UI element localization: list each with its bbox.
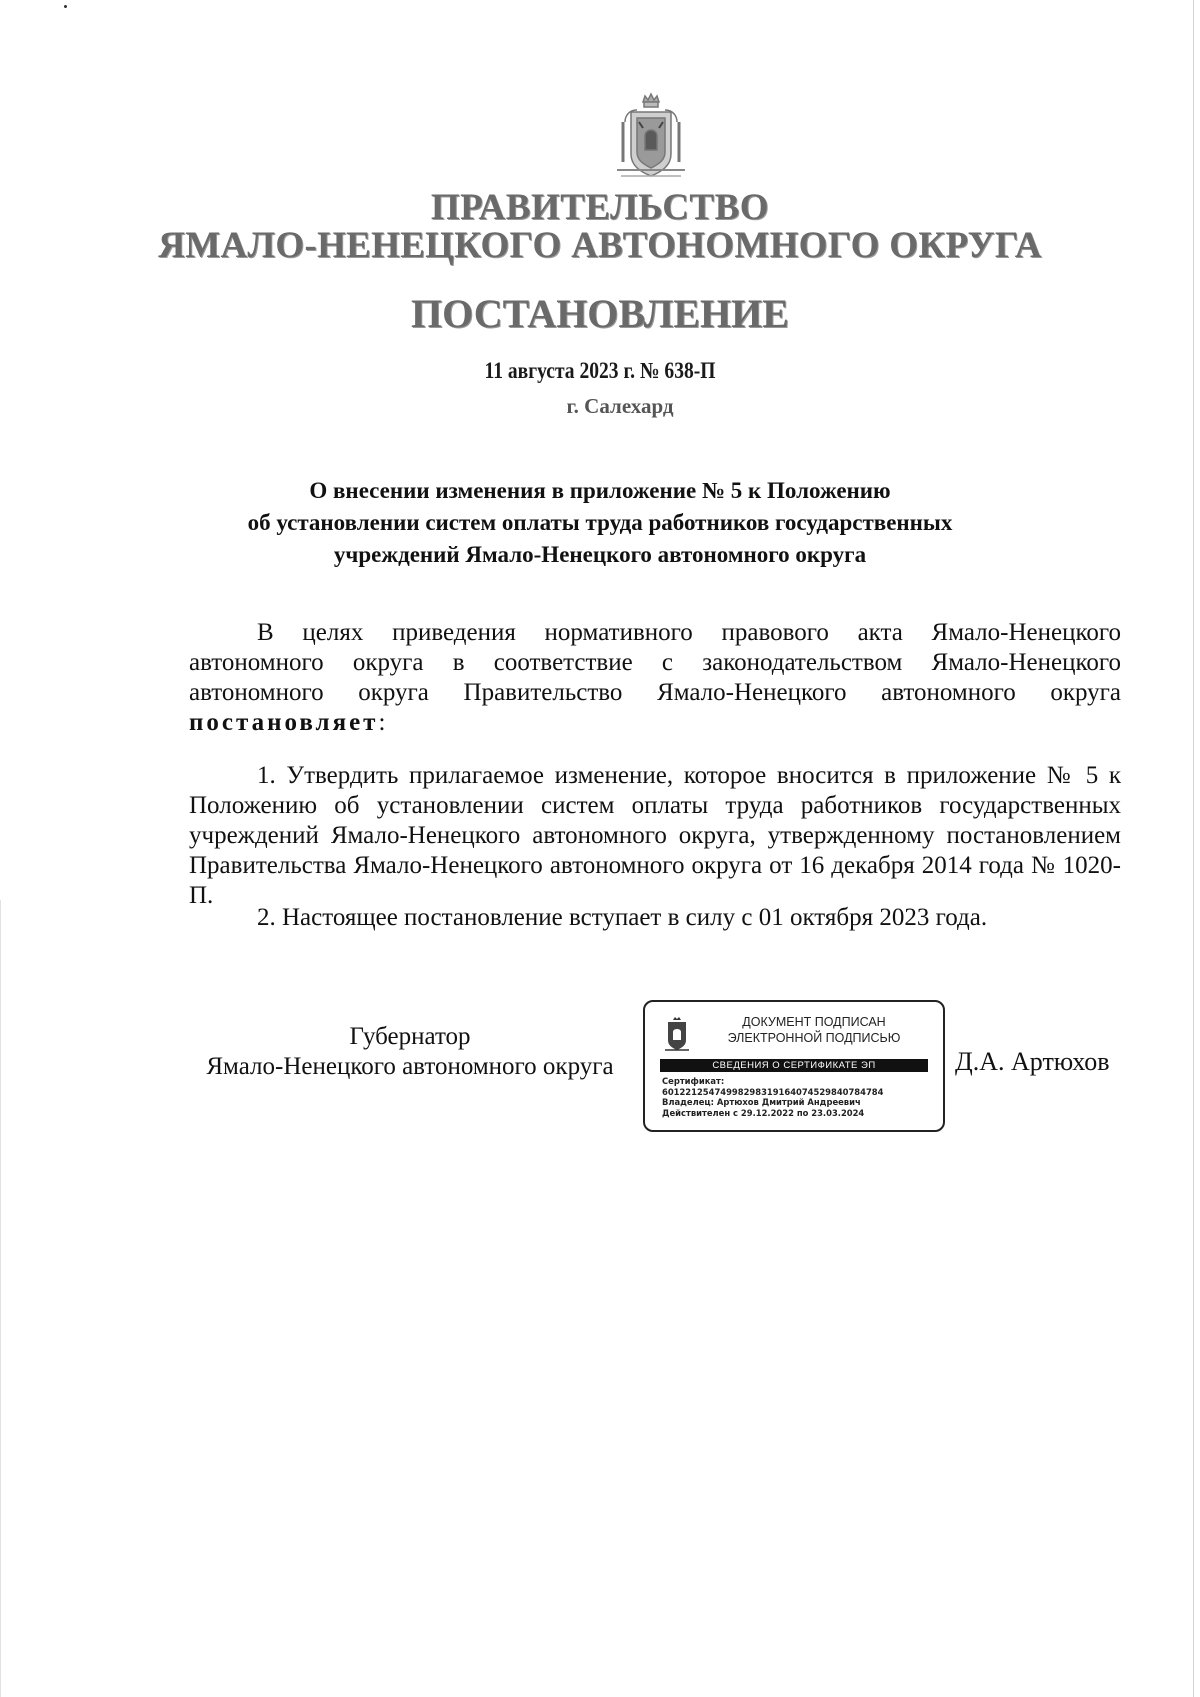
certificate-owner: Владелец: Артюхов Дмитрий Андреевич	[662, 1097, 861, 1107]
scan-edge-left	[0, 900, 1, 1697]
stamp-certificate-bar: СВЕДЕНИЯ О СЕРТИФИКАТЕ ЭП	[660, 1059, 928, 1072]
signatory-name: Д.А. Артюхов	[955, 1047, 1110, 1076]
item-2-paragraph: 2. Настоящее постановление вступает в силу с 01 октября 2023 года.	[257, 904, 988, 931]
preamble-paragraph	[189, 618, 1121, 738]
signatory-position-line2: Ямало-Ненецкого автономного округа	[206, 1053, 614, 1080]
scan-speck	[64, 5, 67, 8]
preamble-text: В целях приведения нормативного правового акта Ямало-Ненецкого автономного округа в соответствие с законодательством Ямало-Ненецкого автономного округа Правительство Ямало-Ненецкого автономного округа	[189, 619, 1121, 706]
certificate-number: 6012212547499829831916407452984078​4784	[662, 1086, 884, 1097]
stamp-heading-line1: ДОКУМЕНТ ПОДПИСАН	[742, 1015, 886, 1029]
government-title-line2: ЯМАЛО-НЕНЕЦКОГО АВТОНОМНОГО ОКРУГА	[158, 225, 1042, 266]
e-signature-stamp	[643, 1000, 945, 1132]
subject-line2: об установлении систем оплаты труда работников государственных	[247, 510, 953, 535]
item-1-paragraph: 1. Утвердить прилагаемое изменение, которое вносится в приложение № 5 к Положению об установлении систем оплаты труда работников государственных учреждений Ямало-Ненецкого автономного округа, утвержденному постановлением Правительства Ямало-Ненецкого автономного округа от 16 декабря 2014 года № 1020-П.	[189, 762, 1121, 909]
certificate-validity: Действителен с 29.12.2022 по 23.03.2024	[662, 1107, 865, 1118]
subject-line1: О внесении изменения в приложение № 5 к Положению	[309, 478, 891, 503]
resolves-word: постановляет	[189, 709, 379, 736]
certificate-label: Сертификат:	[662, 1076, 725, 1086]
government-title-line1: ПРАВИТЕЛЬСТВО	[430, 187, 770, 228]
signatory-position-line1: Губернатор	[349, 1023, 471, 1050]
stamp-certificate-info	[662, 1076, 937, 1118]
document-subject	[190, 475, 1010, 571]
coat-of-arms-icon	[615, 92, 687, 184]
city: г. Салехард	[566, 394, 674, 418]
signatory-position	[160, 1022, 660, 1082]
scan-edge-right	[1193, 0, 1194, 1697]
subject-line3: учреждений Ямало-Ненецкого автономного округа	[333, 542, 867, 567]
date-and-number: 11 августа 2023 г. № 638-П	[484, 358, 716, 383]
stamp-heading	[699, 1014, 929, 1046]
stamp-heading-line2: ЭЛЕКТРОННОЙ ПОДПИСЬЮ	[727, 1031, 901, 1045]
document-type: ПОСТАНОВЛЕНИЕ	[411, 291, 789, 336]
stamp-emblem-icon	[663, 1016, 691, 1052]
resolves-punct: :	[378, 709, 386, 736]
